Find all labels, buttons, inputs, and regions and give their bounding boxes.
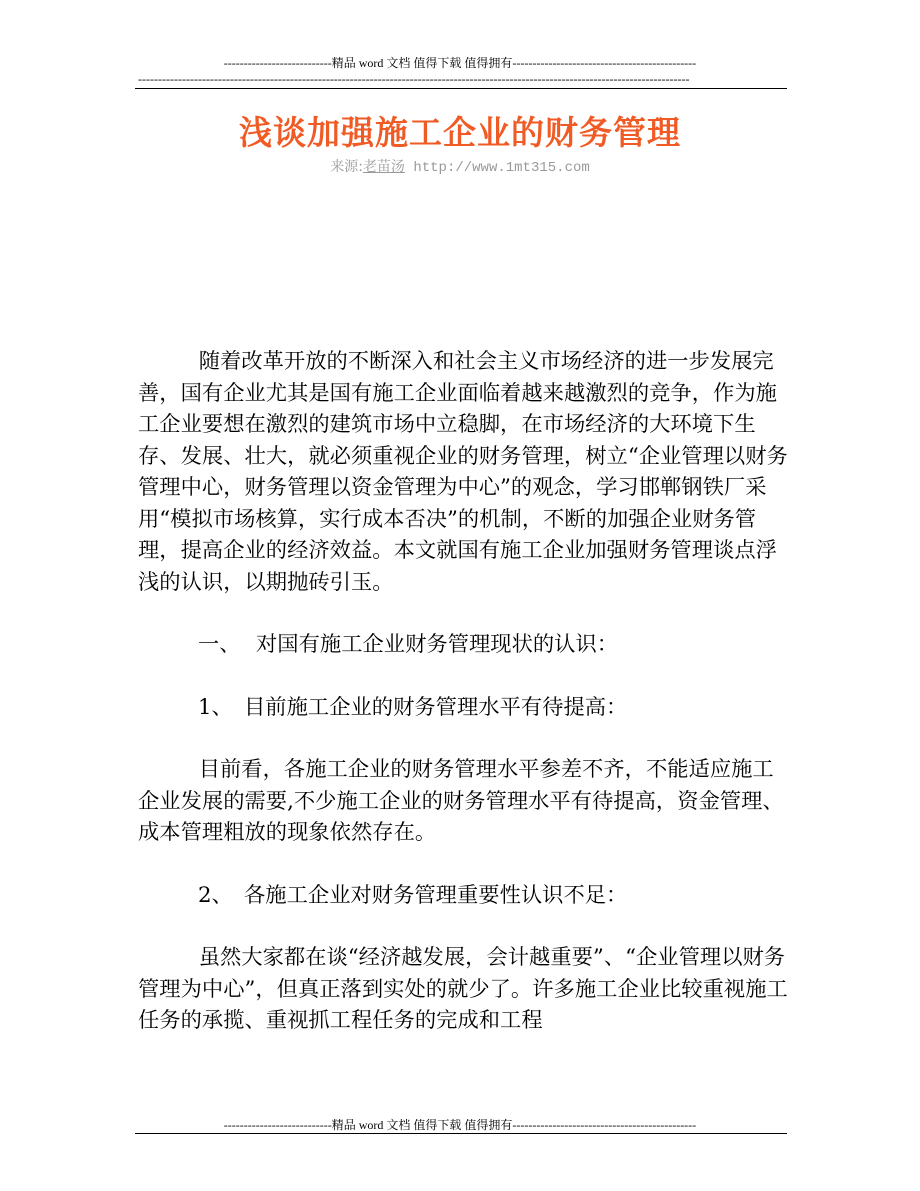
subsection-1-paragraph: 目前看，各施工企业的财务管理水平参差不齐，不能适应施工企业发展的需要,不少施工企业的财务管理水平有待提高，资金管理、成本管理粗放的现象依然存在。 (138, 757, 784, 845)
article-body (138, 346, 788, 1037)
intro-paragraph: 随着改革开放的不断深入和社会主义市场经济的进一步发展完善，国有企业尤其是国有施工企业面临着越来越激烈的竞争，作为施工企业要想在激烈的建筑市场中立稳脚，在市场经济的大环境下生存、发展、壮大，就必须重视企业的财务管理，树立“企业管理以财务管理中心，财务管理以资金管理为中心”的观念，学习邯郸钢铁厂采用“模拟市场核算，实行成本否决”的机制，不断的加强企业财务管理，提高企业的经济效益。本文就国有施工企业加强财务管理谈点浮浅的认识，以期抛砖引玉。 (138, 349, 788, 595)
subsection-heading-1 (138, 692, 788, 724)
header-banner: ---------------------------精品 word 文档 值得下载 值得拥有---------------------------------------------- (223, 56, 697, 70)
footer-rule (135, 1133, 787, 1134)
section-title: 对国有施工企业财务管理现状的认识： (256, 632, 619, 657)
source-label: 来源: (330, 159, 363, 175)
source-line (0, 157, 920, 178)
subsection-heading-2 (138, 880, 788, 912)
subsection-2-paragraph: 虽然大家都在谈“经济越发展，会计越重要”、“企业管理以财务管理为中心”，但真正落到实处的就少了。许多施工企业比较重视施工任务的承揽、重视抓工程任务的完成和工程 (138, 945, 788, 1033)
footer-banner: ---------------------------精品 word 文档 值得下载 值得拥有---------------------------------------------- (223, 1118, 697, 1132)
section-number: 一、 (198, 632, 241, 657)
header-dash-line: ------------------------------------------------------------------------------------------------------------------------------------------ (138, 72, 690, 86)
source-url: http://www.1mt315.com (404, 160, 590, 176)
source-author-link[interactable]: 老苗汤 (362, 159, 405, 175)
page-title: 浅谈加强施工企业的财务管理 (239, 113, 681, 152)
header-rule (135, 88, 787, 89)
section-heading-1 (138, 629, 788, 661)
subsection-title: 目前施工企业的财务管理水平有待提高： (244, 694, 628, 720)
subsection-number: 2、 (198, 882, 233, 908)
subsection-number: 1、 (198, 694, 233, 720)
subsection-title: 各施工企业对财务管理重要性认识不足： (244, 882, 628, 908)
